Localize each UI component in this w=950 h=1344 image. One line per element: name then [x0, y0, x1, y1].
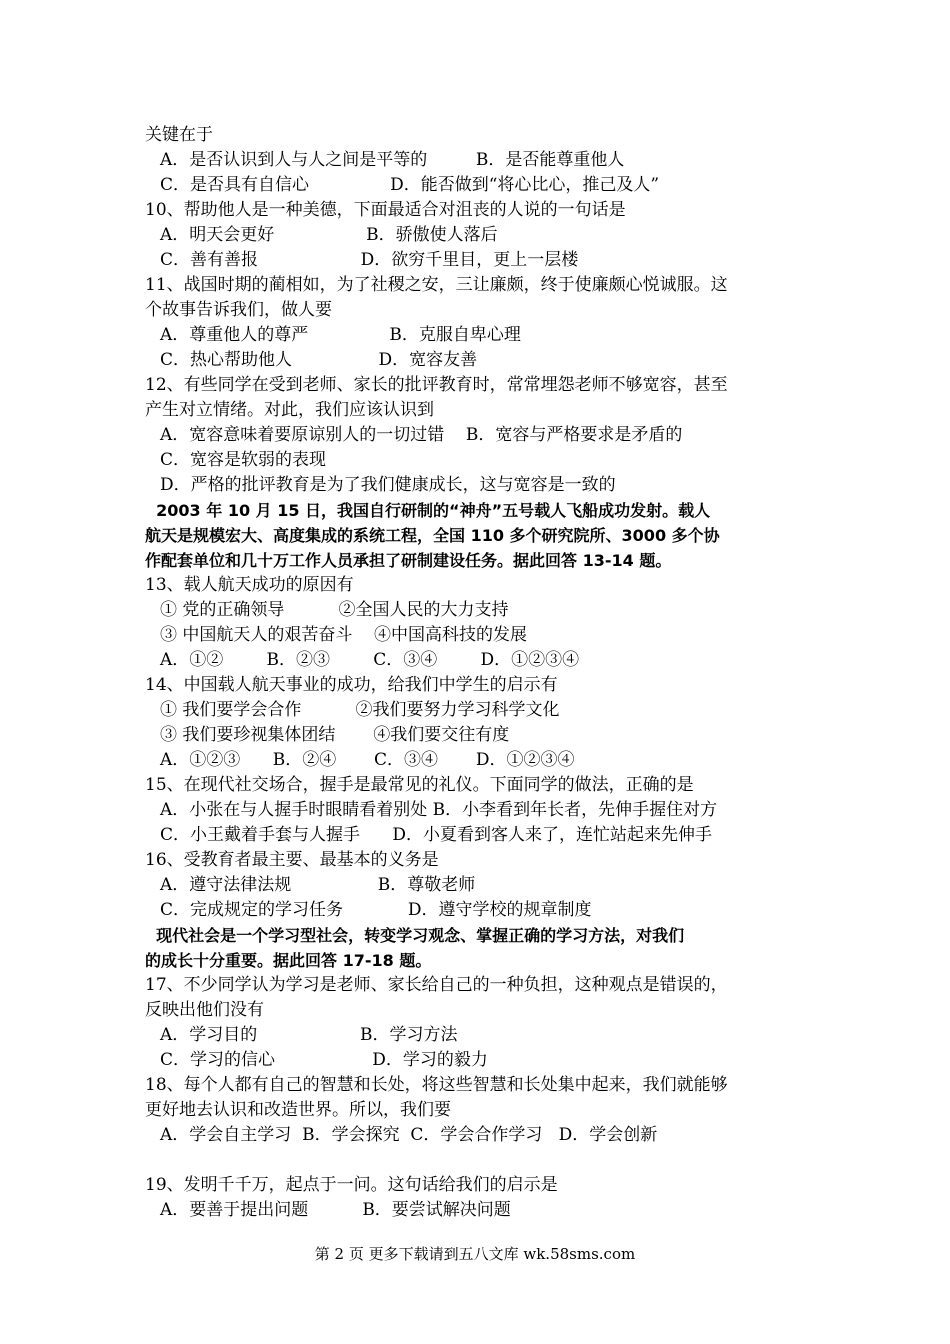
text-line: 关键在于 — [145, 125, 213, 145]
option-line: A．遵守法律法规 B．尊敬老师 — [160, 875, 476, 895]
question-18: 18、每个人都有自己的智慧和长处，将这些智慧和长处集中起来，我们就能够 — [145, 1075, 728, 1095]
option-line: C．完成规定的学习任务 D．遵守学校的规章制度 — [160, 900, 592, 920]
option-line: A．学习目的 B．学习方法 — [160, 1025, 458, 1045]
text-line: 更好地去认识和改造世界。所以，我们要 — [145, 1100, 451, 1120]
option-line: C．是否具有自信心 D．能否做到“将心比心，推己及人” — [160, 175, 660, 195]
option-line: A．明天会更好 B．骄傲使人落后 — [160, 225, 498, 245]
option-line: ① 党的正确领导 ②全国人民的大力支持 — [160, 600, 509, 620]
question-12: 12、有些同学在受到老师、家长的批评教育时，常常埋怨老师不够宽容，甚至 — [145, 375, 728, 395]
option-line: C．热心帮助他人 D．宽容友善 — [160, 350, 478, 370]
option-line: D．严格的批评教育是为了我们健康成长，这与宽容是一致的 — [160, 475, 616, 495]
text-line: 产生对立情绪。对此，我们应该认识到 — [145, 400, 434, 420]
option-line: C．小王戴着手套与人握手 D．小夏看到客人来了，连忙站起来先伸手 — [160, 825, 713, 845]
passage-line: 现代社会是一个学习型社会，转变学习观念、掌握正确的学习方法，对我们 — [145, 926, 685, 945]
option-line: A．①②③ B．②④ C．③④ D．①②③④ — [160, 750, 575, 770]
question-14: 14、中国载人航天事业的成功，给我们中学生的启示有 — [145, 675, 558, 695]
passage-line: 作配套单位和几十万工作人员承担了研制建设任务。据此回答 13-14 题。 — [145, 551, 672, 570]
text-line: 反映出他们没有 — [145, 1000, 264, 1020]
option-line: ① 我们要学会合作 ②我们要努力学习科学文化 — [160, 700, 560, 720]
question-10: 10、帮助他人是一种美德，下面最适合对沮丧的人说的一句话是 — [145, 200, 626, 220]
passage-line: 航天是规模宏大、高度集成的系统工程，全国 110 多个研究院所、3000 多个协 — [145, 526, 720, 545]
option-line: C．善有善报 D．欲穷千里目，更上一层楼 — [160, 250, 579, 270]
option-line: A．宽容意味着要原谅别人的一切过错 B．宽容与严格要求是矛盾的 — [160, 425, 683, 445]
option-line: C．学习的信心 D．学习的毅力 — [160, 1050, 488, 1070]
option-line: A．要善于提出问题 B．要尝试解决问题 — [160, 1200, 511, 1220]
option-line: A．尊重他人的尊严 B．克服自卑心理 — [160, 325, 521, 345]
text-line: 个故事告诉我们，做人要 — [145, 300, 332, 320]
option-line: C．宽容是软弱的表现 — [160, 450, 327, 470]
question-13: 13、载人航天成功的原因有 — [145, 575, 354, 595]
passage-line: 2003 年 10 月 15 日，我国自行研制的“神舟”五号载人飞船成功发射。载人 — [145, 501, 711, 520]
question-17: 17、不少同学认为学习是老师、家长给自己的一种负担，这种观点是错误的， — [145, 975, 728, 995]
question-15: 15、在现代社交场合，握手是最常见的礼仪。下面同学的做法，正确的是 — [145, 775, 694, 795]
page-footer: 第 2 页 更多下载请到五八文库 wk.58sms.com — [314, 1245, 636, 1263]
passage-line: 的成长十分重要。据此回答 17-18 题。 — [145, 951, 432, 970]
question-11: 11、战国时期的蔺相如，为了社稷之安，三让廉颇，终于使廉颇心悦诚服。这 — [145, 275, 728, 295]
option-line: ③ 中国航天人的艰苦奋斗 ④中国高科技的发展 — [160, 625, 528, 645]
option-line: A．是否认识到人与人之间是平等的 B．是否能尊重他人 — [160, 150, 625, 170]
option-line: ③ 我们要珍视集体团结 ④我们要交往有度 — [160, 725, 510, 745]
option-line: A．学会自主学习 B．学会探究 C．学会合作学习 D．学会创新 — [160, 1125, 658, 1145]
question-16: 16、受教育者最主要、最基本的义务是 — [145, 850, 439, 870]
question-19: 19、发明千千万，起点于一问。这句话给我们的启示是 — [145, 1175, 558, 1195]
option-line: A．①② B．②③ C．③④ D．①②③④ — [160, 650, 580, 670]
option-line: A．小张在与人握手时眼睛看着别处 B．小李看到年长者，先伸手握住对方 — [160, 800, 718, 820]
